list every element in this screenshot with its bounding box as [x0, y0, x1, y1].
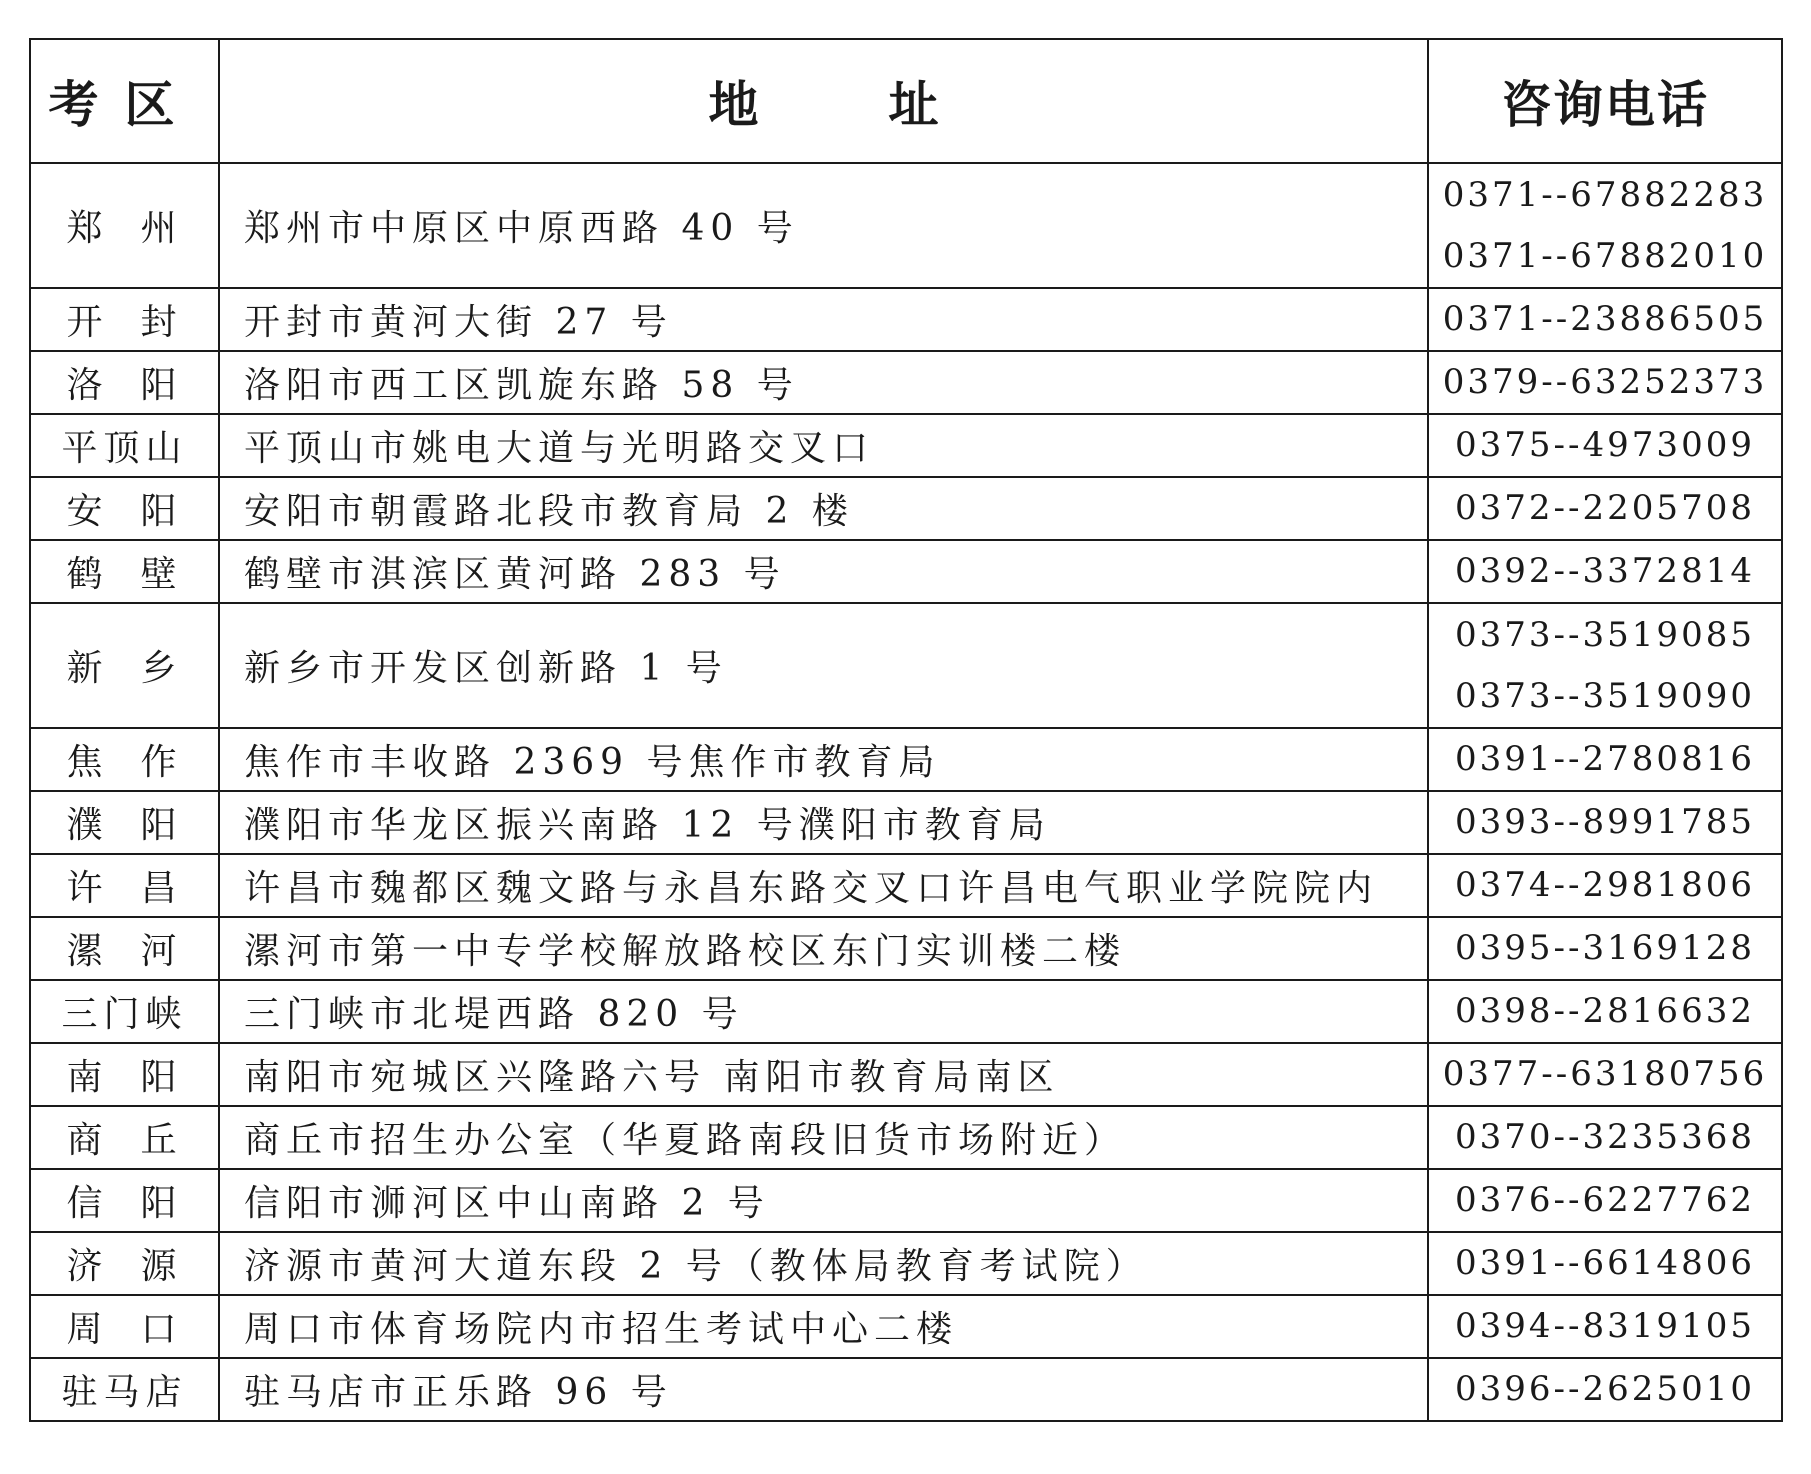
table-row	[30, 854, 1782, 917]
phone-number: 0371--23886505	[1442, 299, 1768, 339]
phone-number: 0395--3169128	[1455, 928, 1755, 968]
area-cell	[30, 1295, 219, 1358]
address-cell: 三门峡市北堤西路 820 号	[219, 980, 1428, 1043]
area-cell	[30, 1043, 219, 1106]
phone-cell	[1428, 1106, 1782, 1169]
table-row	[30, 1358, 1782, 1421]
area-cell	[30, 854, 219, 917]
table-row	[30, 1106, 1782, 1169]
area-cell	[30, 917, 219, 980]
address-cell: 商丘市招生办公室（华夏路南段旧货市场附近）	[219, 1106, 1428, 1169]
address-cell: 济源市黄河大道东段 2 号（教体局教育考试院）	[219, 1232, 1428, 1295]
phone-cell	[1428, 1358, 1782, 1421]
area-name: 鹤壁	[66, 554, 183, 595]
phone-cell	[1428, 1232, 1782, 1295]
phone-number: 0392--3372814	[1455, 551, 1755, 591]
phone-number: 0371--67882283	[1442, 174, 1768, 215]
area-name: 洛阳	[66, 365, 183, 406]
phone-cell	[1428, 477, 1782, 540]
area-name: 漯河	[66, 931, 183, 972]
area-cell	[30, 1358, 219, 1421]
phone-number: 0396--2625010	[1455, 1369, 1755, 1409]
area-cell	[30, 1169, 219, 1232]
address-cell: 濮阳市华龙区振兴南路 12 号濮阳市教育局	[219, 791, 1428, 854]
area-name: 南阳	[66, 1057, 183, 1098]
area-name: 开封	[66, 302, 183, 343]
table-row	[30, 603, 1782, 728]
area-name: 濮阳	[66, 805, 183, 846]
phone-cell	[1428, 288, 1782, 351]
phone-number: 0372--2205708	[1455, 488, 1755, 528]
phone-cell	[1428, 1295, 1782, 1358]
table-row	[30, 1043, 1782, 1106]
area-name: 焦作	[66, 742, 183, 783]
area-name: 郑州	[66, 208, 183, 249]
phone-number: 0398--2816632	[1455, 991, 1755, 1031]
area-cell	[30, 540, 219, 603]
address-cell: 新乡市开发区创新路 1 号	[219, 603, 1428, 728]
area-name: 济源	[66, 1246, 183, 1287]
exam-area-contact-sheet	[29, 38, 1781, 1422]
phone-number: 0376--6227762	[1455, 1180, 1755, 1220]
area-name: 周口	[66, 1309, 183, 1350]
table-row	[30, 980, 1782, 1043]
phone-cell	[1428, 854, 1782, 917]
area-name: 商丘	[66, 1120, 183, 1161]
area-cell	[30, 163, 219, 288]
area-cell	[30, 603, 219, 728]
table-row	[30, 1295, 1782, 1358]
address-cell: 信阳市浉河区中山南路 2 号	[219, 1169, 1428, 1232]
phone-number: 0370--3235368	[1455, 1117, 1755, 1157]
exam-area-table	[29, 38, 1783, 1422]
area-cell	[30, 728, 219, 791]
area-name: 安阳	[66, 491, 183, 532]
address-cell: 漯河市第一中专学校解放路校区东门实训楼二楼	[219, 917, 1428, 980]
address-cell: 驻马店市正乐路 96 号	[219, 1358, 1428, 1421]
address-cell: 开封市黄河大街 27 号	[219, 288, 1428, 351]
header-address-right: 址	[888, 75, 939, 134]
area-cell	[30, 791, 219, 854]
phone-number: 0391--2780816	[1455, 739, 1755, 779]
header-address	[219, 39, 1428, 163]
area-name: 新乡	[66, 648, 183, 689]
phone-number: 0374--2981806	[1455, 865, 1755, 905]
address-cell: 平顶山市姚电大道与光明路交叉口	[219, 414, 1428, 477]
address-cell: 洛阳市西工区凯旋东路 58 号	[219, 351, 1428, 414]
table-header-row	[30, 39, 1782, 163]
area-name: 许昌	[66, 868, 183, 909]
table-row	[30, 728, 1782, 791]
header-address-left: 地	[708, 75, 759, 134]
area-cell	[30, 980, 219, 1043]
area-cell	[30, 1232, 219, 1295]
address-cell: 安阳市朝霞路北段市教育局 2 楼	[219, 477, 1428, 540]
table-row	[30, 163, 1782, 288]
phone-number: 0377--63180756	[1442, 1054, 1768, 1094]
phone-number: 0379--63252373	[1442, 362, 1768, 402]
table-row	[30, 351, 1782, 414]
phone-number: 0373--3519090	[1455, 675, 1755, 716]
phone-number: 0371--67882010	[1442, 235, 1768, 276]
phone-cell	[1428, 1043, 1782, 1106]
phone-cell	[1428, 728, 1782, 791]
phone-cell	[1428, 980, 1782, 1043]
phone-cell	[1428, 791, 1782, 854]
area-name: 信阳	[66, 1183, 183, 1224]
table-body	[30, 163, 1782, 1421]
phone-number: 0373--3519085	[1455, 614, 1755, 655]
area-cell	[30, 1106, 219, 1169]
area-name: 驻马店	[61, 1372, 188, 1413]
address-cell: 南阳市宛城区兴隆路六号 南阳市教育局南区	[219, 1043, 1428, 1106]
phone-number: 0394--8319105	[1455, 1306, 1755, 1346]
area-name: 三门峡	[61, 994, 188, 1035]
phone-number: 0391--6614806	[1455, 1243, 1755, 1283]
phone-cell	[1428, 1169, 1782, 1232]
table-row	[30, 414, 1782, 477]
header-phone: 咨询电话	[1428, 39, 1782, 163]
phone-cell	[1428, 163, 1782, 288]
phone-cell	[1428, 414, 1782, 477]
table-row	[30, 1169, 1782, 1232]
phone-cell	[1428, 351, 1782, 414]
area-name: 平顶山	[61, 428, 188, 469]
area-cell	[30, 288, 219, 351]
area-cell	[30, 414, 219, 477]
table-row	[30, 917, 1782, 980]
address-cell: 许昌市魏都区魏文路与永昌东路交叉口许昌电气职业学院院内	[219, 854, 1428, 917]
area-cell	[30, 477, 219, 540]
address-cell: 鹤壁市淇滨区黄河路 283 号	[219, 540, 1428, 603]
phone-cell	[1428, 540, 1782, 603]
phone-cell	[1428, 917, 1782, 980]
table-row	[30, 1232, 1782, 1295]
table-row	[30, 791, 1782, 854]
table-row	[30, 288, 1782, 351]
address-cell: 郑州市中原区中原西路 40 号	[219, 163, 1428, 288]
phone-number: 0393--8991785	[1455, 802, 1755, 842]
phone-cell	[1428, 603, 1782, 728]
address-cell: 焦作市丰收路 2369 号焦作市教育局	[219, 728, 1428, 791]
table-row	[30, 477, 1782, 540]
header-area: 考区	[30, 39, 219, 163]
address-cell: 周口市体育场院内市招生考试中心二楼	[219, 1295, 1428, 1358]
area-cell	[30, 351, 219, 414]
phone-number: 0375--4973009	[1455, 425, 1755, 465]
table-row	[30, 540, 1782, 603]
